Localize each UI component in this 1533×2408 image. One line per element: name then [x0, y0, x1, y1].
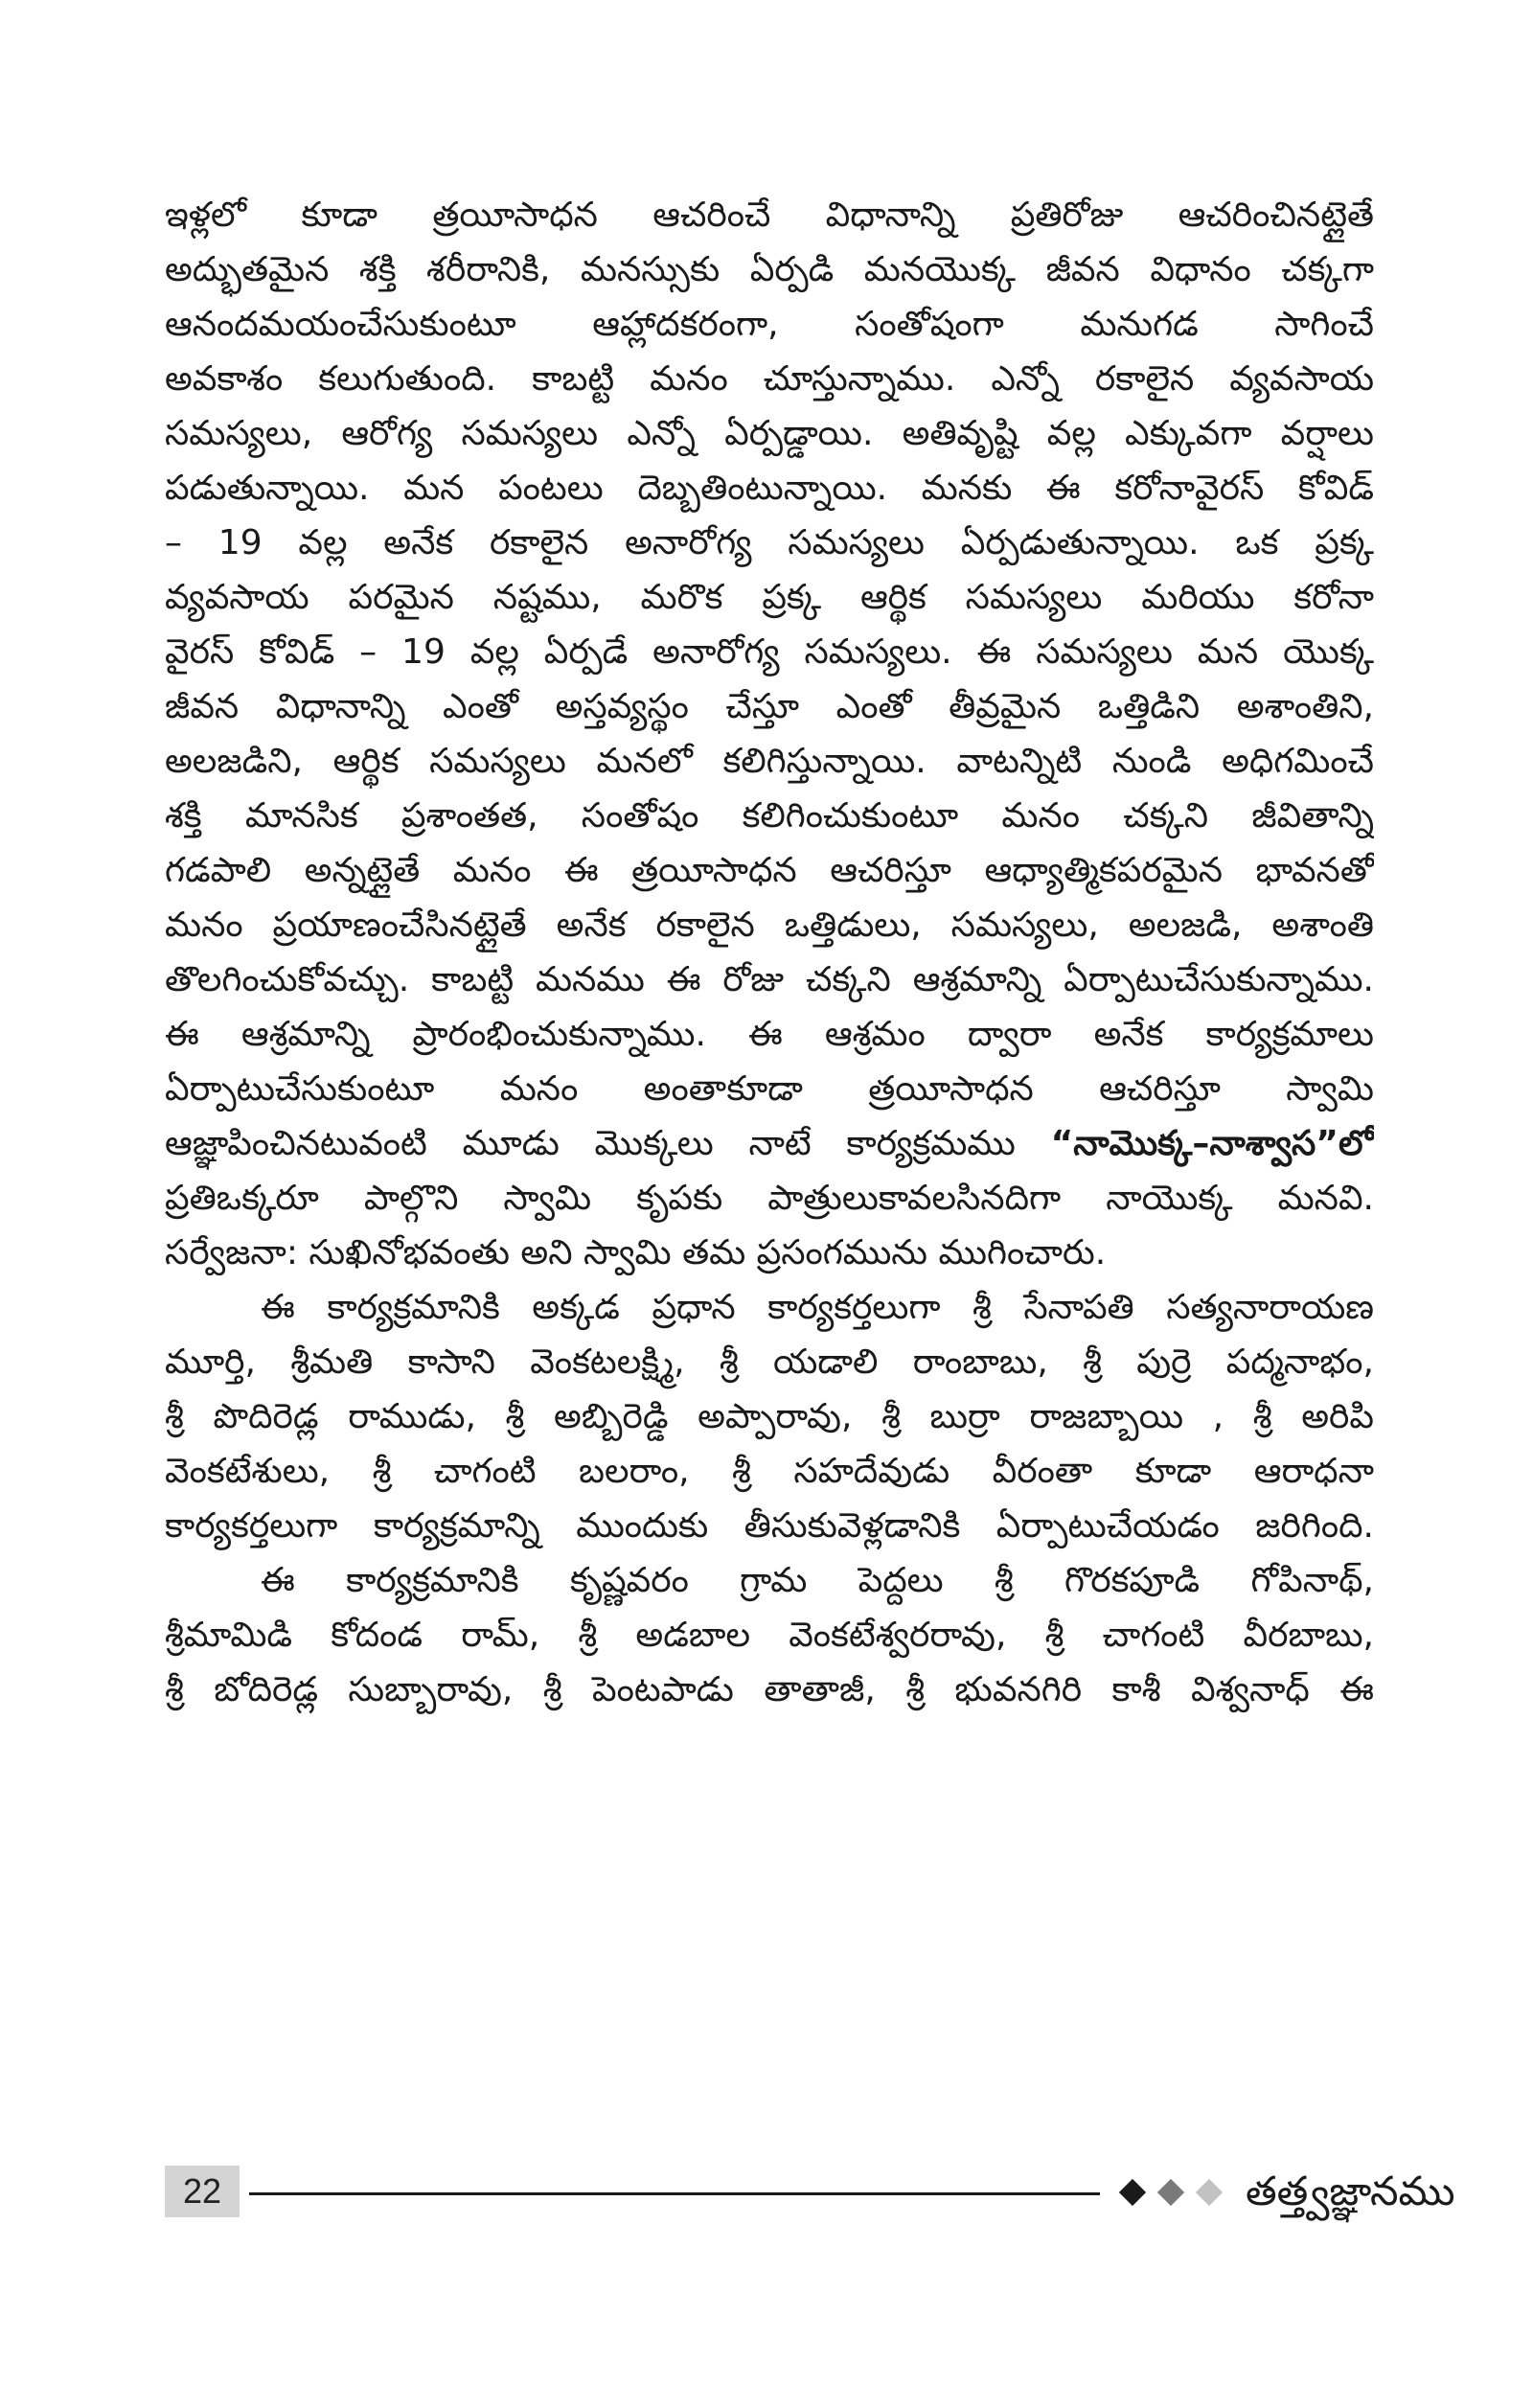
text-line: అద్భుతమైన శక్తి శరీరానికి, మనస్సుకు ఏర్పడి మనయొక్క జీవన విధానం చక్కగా: [165, 250, 1374, 289]
diamond-mid-icon: [1157, 2179, 1184, 2206]
bold-phrase: “నామొక్క–నాశ్వాస”లో: [1050, 1124, 1374, 1163]
text-line: ఈ ఆశ్రమాన్ని ప్రారంభించుకున్నాము. ఈ ఆశ్రమం ద్వారా అనేక కార్యక్రమాలు: [165, 1015, 1374, 1054]
book-title: తత్త్వజ్ఞానము: [1246, 2167, 1455, 2214]
text-segment: ఆజ్ఞాపించినటువంటి మూడు మొక్కలు నాటే కార్యక్రమము: [165, 1124, 1051, 1163]
text-line: శ్రీ పొదిరెడ్ల రాముడు, శ్రీ అబ్బిరెడ్డి అప్పారావు, శ్రీ బుర్రా రాజబ్బాయి , శ్రీ అరిపి: [165, 1397, 1374, 1436]
text-line-with-bold: [165, 1116, 1374, 1171]
page-number: 22: [182, 2171, 222, 2211]
text-line: సర్వేజనా: సుఖినోభవంతు అని స్వామి తమ ప్రసంగమును ముగించారు.: [165, 1233, 1107, 1273]
text-line: సమస్యలు, ఆరోగ్య సమస్యలు ఎన్నో ఏర్పడ్డాయి. అతివృష్టి వల్ల ఎక్కువగా వర్షాలు: [165, 414, 1374, 453]
diamond-ornament: [1123, 2173, 1238, 2212]
text-line: శక్తి మానసిక ప్రశాంతత, సంతోషం కలిగించుకుంటూ మనం చక్కని జీవితాన్ని: [165, 796, 1374, 836]
text-line: శ్రీమామిడి కోదండ రామ్, శ్రీ అడబాల వెంకటేశ్వరరావు, శ్రీ చాగంటి వీరబాబు,: [165, 1616, 1374, 1655]
paragraph-first-line: ఈ కార్యక్రమానికి అక్కడ ప్రధాన కార్యకర్తలుగా శ్రీ సేనాపతి సత్యనారాయణ: [261, 1288, 1374, 1327]
text-line: తొలగించుకోవచ్చు. కాబట్టి మనము ఈ రోజు చక్కని ఆశ్రమాన్ని ఏర్పాటుచేసుకున్నాము.: [165, 960, 1374, 999]
text-line: అవకాశం కలుగుతుంది. కాబట్టి మనం చూస్తున్నాము. ఎన్నో రకాలైన వ్యవసాయ: [165, 359, 1374, 399]
text-line: ఏర్పాటుచేసుకుంటూ మనం అంతాకూడా త్రయీసాధన ఆచరిస్తూ స్వామి: [165, 1069, 1374, 1109]
text-line: – 19 వల్ల అనేక రకాలైన అనారోగ్య సమస్యలు ఏర్పడుతున్నాయి. ఒక ప్రక్క: [165, 523, 1374, 562]
text-line: గడపాలి అన్నట్లైతే మనం ఈ త్రయీసాధన ఆచరిస్తూ ఆధ్యాత్మికపరమైన భావనతో: [165, 851, 1374, 890]
page-footer: [165, 2166, 1455, 2223]
page-number-box: [165, 2166, 240, 2217]
diamond-dark-icon: [1119, 2179, 1146, 2206]
text-line: కార్యకర్తలుగా కార్యక్రమాన్ని ముందుకు తీసుకువెళ్లడానికి ఏర్పాటుచేయడం జరిగింది.: [165, 1506, 1374, 1546]
text-line: ఇళ్లలో కూడా త్రయీసాధన ఆచరించే విధానాన్ని ప్రతిరోజు ఆచరించినట్లైతే: [165, 195, 1374, 235]
text-line: ఆనందమయంచేసుకుంటూ ఆహ్లాదకరంగా, సంతోషంగా మనుగడ సాగించే: [165, 305, 1374, 344]
text-line: వ్యవసాయ పరమైన నష్టము, మరొక ప్రక్క ఆర్థిక సమస్యలు మరియు కరోనా: [165, 578, 1374, 617]
footer-rule: [249, 2192, 1100, 2195]
text-line: పడుతున్నాయి. మన పంటలు దెబ్బతింటున్నాయి. మనకు ఈ కరోనావైరస్ కోవిడ్: [165, 469, 1374, 508]
text-line: వెంకటేశులు, శ్రీ చాగంటి బలరాం, శ్రీ సహదేవుడు వీరంతా కూడా ఆరాధనా: [165, 1452, 1374, 1491]
text-line: మనం ప్రయాణంచేసినట్లైతే అనేక రకాలైన ఒత్తిడులు, సమస్యలు, అలజడి, అశాంతి: [165, 906, 1374, 945]
body-text: [165, 188, 1374, 1717]
paragraph-first-line: ఈ కార్యక్రమానికి కృష్ణవరం గ్రామ పెద్దలు శ్రీ గొరకపూడి గోపినాథ్,: [261, 1561, 1374, 1600]
text-line: ప్రతిఒక్కరూ పాల్గొని స్వామి కృపకు పాత్రులుకావలసినదిగా నాయొక్క మనవి.: [165, 1179, 1374, 1218]
diamond-light-icon: [1196, 2179, 1223, 2206]
text-line: జీవన విధానాన్ని ఎంతో అస్తవ్యస్థం చేస్తూ ఎంతో తీవ్రమైన ఒత్తిడిని అశాంతిని,: [165, 687, 1374, 726]
text-line: అలజడిని, ఆర్థిక సమస్యలు మనలో కలిగిస్తున్నాయి. వాటన్నిటి నుండి అధిగమించే: [165, 742, 1374, 781]
text-line: వైరస్ కోవిడ్ – 19 వల్ల ఏర్పడే అనారోగ్య సమస్యలు. ఈ సమస్యలు మన యొక్క: [165, 632, 1374, 672]
text-line: మూర్తి, శ్రీమతి కాసాని వెంకటలక్ష్మి, శ్రీ యడాలి రాంబాబు, శ్రీ పుర్రె పద్మనాభం,: [165, 1342, 1374, 1382]
text-line: శ్రీ బోదిరెడ్ల సుబ్బారావు, శ్రీ పెంటపాడు తాతాజీ, శ్రీ భువనగిరి కాశీ విశ్వనాధ్ ఈ: [165, 1670, 1374, 1709]
